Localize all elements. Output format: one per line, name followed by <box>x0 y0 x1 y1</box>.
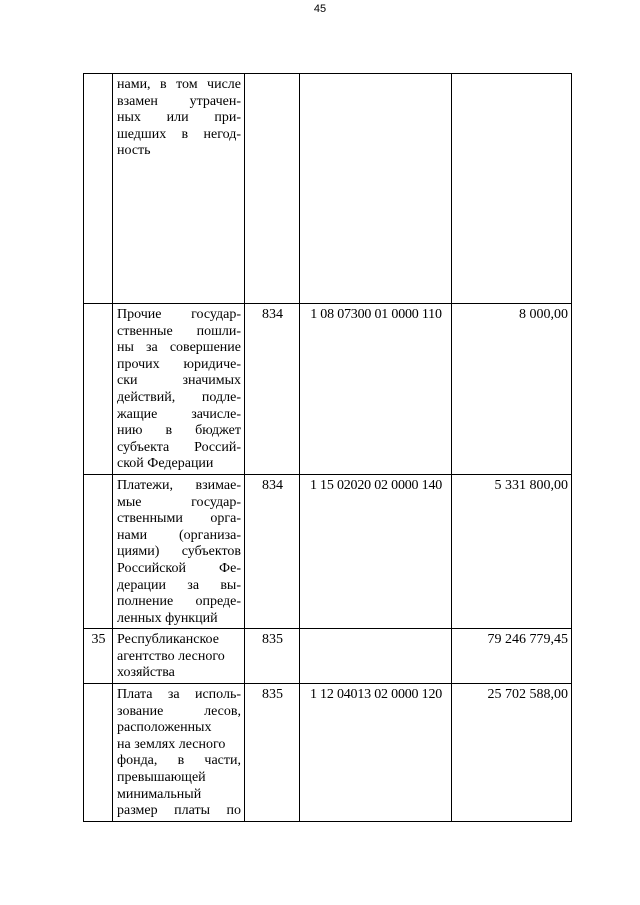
name-line: ски значимых <box>117 373 241 389</box>
name-line: расположенных <box>117 720 212 736</box>
table-row <box>84 629 572 684</box>
name-line: фонда, в части, <box>117 753 241 769</box>
name-line: ность <box>117 143 151 159</box>
name-line: Плата за исполь- <box>117 687 241 703</box>
table-row <box>84 474 572 628</box>
name-line: жащие зачисле- <box>117 406 241 422</box>
name-line: дерации за вы- <box>117 577 241 593</box>
table-row <box>84 304 572 475</box>
revenue-name-cell <box>113 74 245 304</box>
name-line: на землях лесного <box>117 736 226 752</box>
amount-cell <box>452 74 572 304</box>
amount-cell: 8 000,00 <box>452 304 572 475</box>
name-line: зование лесов, <box>117 703 241 719</box>
row-number-cell <box>84 474 113 628</box>
name-line: агентство лесного <box>117 648 225 664</box>
page-number: 45 <box>313 3 327 15</box>
revenue-name-cell <box>113 474 245 628</box>
revenue-name-cell <box>113 629 245 684</box>
name-line: хозяйства <box>117 665 175 681</box>
budget-classification-code-cell <box>300 629 452 684</box>
administrator-code-cell <box>245 74 300 304</box>
administrator-code-cell: 835 <box>245 684 300 822</box>
name-line: ленных функций <box>117 610 218 626</box>
name-line: ных или при- <box>117 110 241 126</box>
name-line: циями) субъектов <box>117 544 241 560</box>
name-line: ственные пошли- <box>117 323 241 339</box>
revenue-name-cell <box>113 304 245 475</box>
table-row <box>84 684 572 822</box>
row-number-cell <box>84 74 113 304</box>
administrator-code-cell: 835 <box>245 629 300 684</box>
amount-cell: 79 246 779,45 <box>452 629 572 684</box>
name-line: ственными орга- <box>117 511 241 527</box>
name-line: минимальный <box>117 786 202 802</box>
name-line: нами, в том числе <box>117 77 241 92</box>
revenue-name-cell <box>113 684 245 822</box>
name-line: Российской Фе- <box>117 560 241 576</box>
row-number-cell <box>84 304 113 475</box>
name-line: Республиканское <box>117 632 219 648</box>
name-line: размер платы по <box>117 803 241 819</box>
name-line: Прочие государ- <box>117 307 241 322</box>
name-line: взамен утрачен- <box>117 93 241 109</box>
name-line: действий, подле- <box>117 389 241 405</box>
name-line: превышающей <box>117 770 206 786</box>
name-line: шедших в негод- <box>117 126 241 142</box>
budget-classification-code-cell: 1 12 04013 02 0000 120 <box>300 684 452 822</box>
budget-classification-code-cell <box>300 74 452 304</box>
name-line: прочих юридиче- <box>117 356 241 372</box>
amount-cell: 5 331 800,00 <box>452 474 572 628</box>
name-line: ской Федерации <box>117 456 214 472</box>
administrator-code-cell: 834 <box>245 474 300 628</box>
name-line: полнение опреде- <box>117 594 241 610</box>
row-number-cell: 35 <box>84 629 113 684</box>
name-line: субъекта Россий- <box>117 439 241 455</box>
name-line: Платежи, взимае- <box>117 477 241 493</box>
budget-classification-code-cell: 1 08 07300 01 0000 110 <box>300 304 452 475</box>
amount-cell: 25 702 588,00 <box>452 684 572 822</box>
name-line: нами (организа- <box>117 527 241 543</box>
budget-revenue-table <box>83 73 572 822</box>
administrator-code-cell: 834 <box>245 304 300 475</box>
name-line: ны за совершение <box>117 340 241 356</box>
budget-classification-code-cell: 1 15 02020 02 0000 140 <box>300 474 452 628</box>
name-line: мые государ- <box>117 494 241 510</box>
name-line: нию в бюджет <box>117 423 241 439</box>
table-row <box>84 74 572 304</box>
row-number-cell <box>84 684 113 822</box>
